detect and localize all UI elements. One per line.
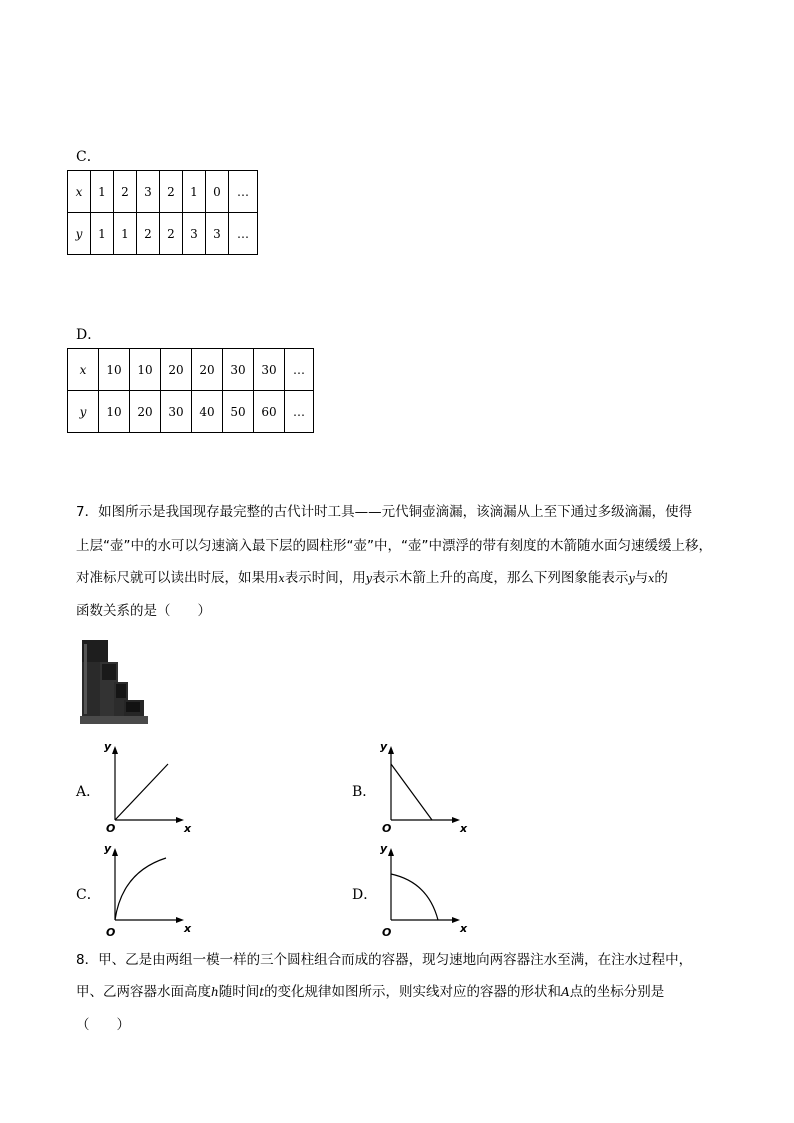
table-cell: …: [285, 349, 314, 391]
var-h: h: [211, 985, 219, 999]
table-cell: 30: [223, 349, 254, 391]
graph-a: [100, 740, 200, 836]
option-c-graph-label: C．: [76, 887, 101, 903]
option-d-graph-label: D．: [352, 887, 378, 903]
table-cell: 2: [160, 171, 183, 213]
q8-line-2-b: 随时间: [218, 984, 260, 1000]
table-cell: 60: [254, 391, 285, 433]
q7-line-3-b: 表示时间，用: [284, 570, 366, 586]
table-cell: 20: [161, 349, 192, 391]
q7-line-3: [76, 572, 668, 586]
origin-label: O: [382, 822, 392, 835]
table-cell: 0: [206, 171, 229, 213]
table-cell: …: [229, 171, 258, 213]
graph-c: [100, 842, 200, 938]
x-axis-label: x: [460, 922, 468, 935]
y-axis-label: y: [380, 740, 388, 753]
table-cell: 10: [99, 349, 130, 391]
table-row: [68, 391, 314, 433]
q8-line-2-c: 的变化规律如图所示，则实线对应的容器的形状和: [264, 984, 562, 1000]
var-x: x: [648, 572, 655, 585]
table-cell: …: [229, 213, 258, 255]
table-cell: 3: [206, 213, 229, 255]
table-cell: y: [68, 391, 99, 433]
y-axis-label: y: [104, 740, 112, 753]
var-A: A: [561, 985, 570, 999]
y-axis-label: y: [380, 842, 388, 855]
x-axis-arrow: [452, 917, 460, 923]
option-b-label: B．: [352, 784, 377, 800]
graph-line: [115, 764, 168, 820]
graph-b: [376, 740, 476, 836]
table-cell: 20: [130, 391, 161, 433]
x-axis-arrow: [176, 917, 184, 923]
option-c-label: C．: [76, 149, 101, 165]
y-axis-arrow: [388, 746, 394, 754]
table-cell: 3: [137, 171, 160, 213]
table-cell: 2: [137, 213, 160, 255]
table-cell: …: [285, 391, 314, 433]
table-cell: x: [68, 171, 91, 213]
table-cell: 50: [223, 391, 254, 433]
table-cell: x: [68, 349, 99, 391]
graph-curve: [115, 858, 166, 920]
table-cell: 20: [192, 349, 223, 391]
option-a-label: A．: [76, 784, 101, 800]
q7-line-3-e: 的: [654, 570, 668, 586]
option-d-label: D．: [76, 327, 102, 343]
table-cell: 30: [254, 349, 285, 391]
q8-line-3: （ ）: [76, 1017, 130, 1033]
y-axis-arrow: [112, 848, 118, 856]
table-row: [68, 171, 258, 213]
origin-label: O: [106, 926, 116, 938]
table-row: [68, 349, 314, 391]
q7-line-3-c: 表示木箭上升的高度，那么下列图象能表示: [371, 570, 629, 586]
table-cell: y: [68, 213, 91, 255]
y-axis-arrow: [112, 746, 118, 754]
var-t: t: [259, 985, 265, 999]
clepsydra-photo: [80, 638, 148, 724]
q7-line-2: 上层“壶”中的水可以匀速滴入最下层的圆柱形“壶”中，“壶”中漂浮的带有刻度的木箭随水面匀速缓缓上移，: [76, 538, 712, 554]
q7-line-3-a: 对准标尺就可以读出时辰，如果用: [76, 570, 279, 586]
y-axis-label: y: [104, 842, 112, 855]
table-cell: 1: [91, 171, 114, 213]
var-x: x: [278, 572, 285, 585]
table-c: [67, 170, 258, 255]
q8-line-2-d: 点的坐标分别是: [569, 984, 665, 1000]
table-cell: 10: [130, 349, 161, 391]
y-axis-arrow: [388, 848, 394, 856]
q7-line-3-d: 与: [634, 570, 649, 586]
x-axis-label: x: [460, 822, 468, 835]
origin-label: O: [382, 926, 392, 938]
origin-label: O: [106, 822, 116, 835]
table-cell: 1: [114, 213, 137, 255]
table-cell: 10: [99, 391, 130, 433]
q7-line-1: 7．如图所示是我国现存最完整的古代计时工具——元代铜壶滴漏，该滴漏从上至下通过多级滴漏，使得: [76, 504, 693, 520]
x-axis-label: x: [184, 822, 192, 835]
q8-line-1: 8．甲、乙是由两组一模一样的三个圆柱组合而成的容器，现匀速地向两容器注水至满，在注水过程中，: [76, 952, 693, 968]
table-d: [67, 348, 314, 433]
graph-curve: [391, 874, 438, 920]
table-cell: 2: [114, 171, 137, 213]
q8-line-2-a: 甲、乙两容器水面高度: [76, 984, 211, 1000]
table-cell: 1: [91, 213, 114, 255]
x-axis-label: x: [184, 922, 192, 935]
table-cell: 3: [183, 213, 206, 255]
q7-line-4: 函数关系的是（ ）: [76, 603, 211, 619]
table-row: [68, 213, 258, 255]
table-cell: 1: [183, 171, 206, 213]
graph-line: [391, 764, 432, 820]
x-axis-arrow: [176, 817, 184, 823]
table-cell: 2: [160, 213, 183, 255]
var-y: y: [365, 572, 372, 585]
table-cell: 30: [161, 391, 192, 433]
q8-line-2: [76, 986, 664, 1000]
table-cell: 40: [192, 391, 223, 433]
var-y: y: [628, 572, 635, 585]
graph-d: [376, 842, 476, 938]
x-axis-arrow: [452, 817, 460, 823]
